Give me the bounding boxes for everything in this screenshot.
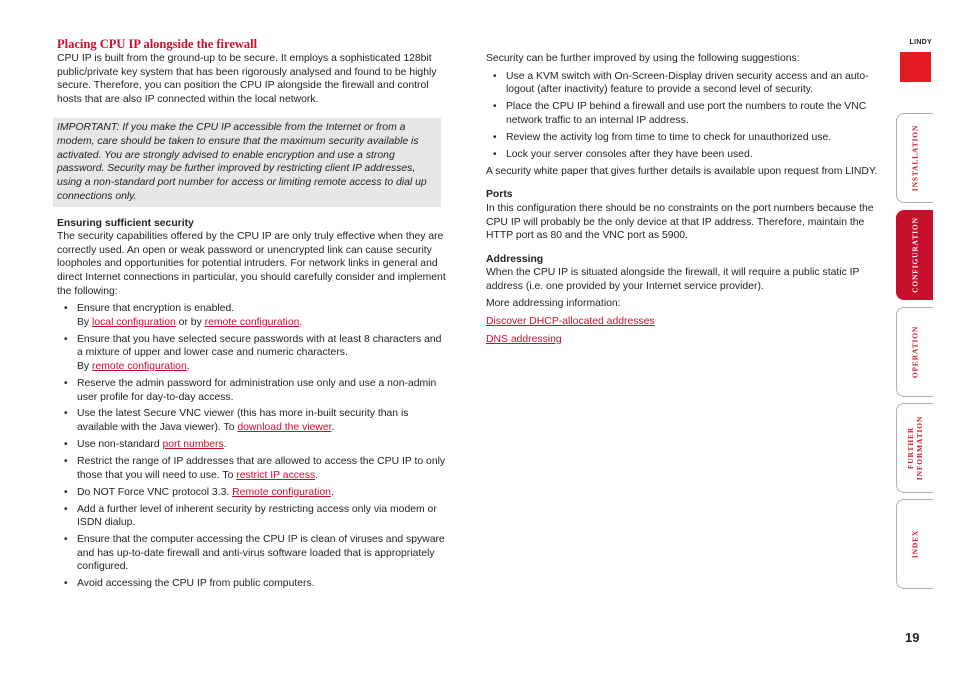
dns-addressing-link[interactable]: DNS addressing: [486, 333, 562, 345]
tab-label: INDEX: [910, 529, 920, 559]
addressing-text: When the CPU IP is situated alongside the firewall, it will require a public static IP address (i.e. one provided by your Internet service provider).: [486, 267, 860, 292]
list-item: • Restrict the range of IP addresses that are allowed to access the CPU IP to only those that you will need to use. To restrict IP access.: [57, 455, 449, 482]
right-column: [486, 52, 878, 346]
section-title: Placing CPU IP alongside the firewall: [57, 37, 258, 51]
download-viewer-link[interactable]: download the viewer: [237, 422, 332, 434]
list-item: • Reserve the admin password for administration use only and use a non-admin user profile for day-to-day access.: [57, 377, 449, 404]
list-item: • Ensure that you have selected secure passwords with at least 8 characters and a mixture of upper and lower case and numeric characters. By remote configuration.: [57, 333, 449, 374]
dhcp-link-row: [486, 315, 878, 329]
discover-dhcp-link[interactable]: Discover DHCP-allocated addresses: [486, 316, 655, 328]
remote-configuration-link[interactable]: Remote configuration: [232, 486, 331, 498]
addressing-heading: Addressing: [486, 253, 544, 265]
ports-text: In this configuration there should be no constraints on the port numbers because the CPU IP will probably be the only device at that IP address. Therefore, maintain the HTTP port as 80 and the VNC port as 5900.: [486, 202, 874, 242]
lindy-logo: [899, 39, 933, 83]
security-heading: Ensuring sufficient security: [57, 217, 194, 229]
tab-label: OPERATION: [910, 325, 920, 379]
tab-configuration[interactable]: [896, 210, 933, 300]
tab-installation[interactable]: [896, 113, 933, 203]
tab-operation[interactable]: [896, 307, 933, 397]
list-item: • Add a further level of inherent security by restricting access only via modem or ISDN dialup.: [57, 503, 449, 530]
tab-further-information[interactable]: [896, 403, 933, 493]
more-info-label: More addressing information:: [486, 298, 621, 310]
logo-red-block: [900, 52, 931, 82]
security-checklist: [57, 302, 449, 591]
ports-heading: Ports: [486, 189, 513, 201]
list-item: • Use the latest Secure VNC viewer (this has more in-built security than is available with the Java viewer). To download the viewer.: [57, 407, 449, 434]
whitepaper-note: A security white paper that gives further details is available upon request from LINDY.: [486, 165, 878, 177]
tab-label: FURTHER INFORMATION: [906, 415, 924, 481]
list-item: • Use non-standard port numbers.: [57, 438, 449, 452]
logo-wordmark: LINDY: [909, 39, 932, 46]
suggestions-list: [486, 70, 878, 162]
suggestions-intro: Security can be further improved by using the following suggestions:: [486, 53, 800, 64]
list-item: • Place the CPU IP behind a firewall and use port the numbers to route the VNC network traffic to an internal IP address.: [486, 100, 878, 127]
list-item: • Ensure that encryption is enabled. By local configuration or by remote configuration.: [57, 302, 449, 329]
page-number: 19: [905, 630, 920, 645]
tab-label: CONFIGURATION: [910, 217, 920, 293]
remote-configuration-link[interactable]: remote configuration: [204, 316, 300, 328]
port-numbers-link[interactable]: port numbers: [162, 439, 224, 451]
important-note: IMPORTANT: If you make the CPU IP accessible from the Internet or from a modem, care should be taken to ensure that the maximum security available is activated. You are strongly advised to enable encryption and use a strong password. Security may be further improved by restricting client IP addresses, using a non-standard port number for access or limiting remote access to dial up connections only.: [53, 118, 441, 206]
local-configuration-link[interactable]: local configuration: [92, 316, 176, 328]
tab-index[interactable]: [896, 499, 933, 589]
list-item: • Use a KVM switch with On-Screen-Display driven security access and an auto-logout (after inactivity) feature to provide a second level of security.: [486, 70, 878, 97]
left-column: [57, 36, 449, 594]
list-item: • Review the activity log from time to time to check for unauthorized use.: [486, 131, 878, 145]
tab-label: INSTALLATION: [910, 124, 920, 192]
list-item: • Lock your server consoles after they have been used.: [486, 148, 878, 162]
security-intro: The security capabilities offered by the CPU IP are only truly effective when they are correctly used. An open or weak password or unencrypted link can cause security loopholes and opportunities for potential intruders. For network links in general and direct Internet connections in particular, you should carefully consider and implement the following:: [57, 231, 446, 297]
intro-paragraph: CPU IP is built from the ground-up to be secure. It employs a sophisticated 128bit public/private key system that has been rigorously analysed and found to be highly secure. Therefore, you can position the CPU IP alongside the firewall and control hosts that are also IP connected within the local network.: [57, 53, 437, 105]
dns-link-row: [486, 333, 878, 347]
list-item: • Do NOT Force VNC protocol 3.3. Remote configuration.: [57, 486, 449, 500]
list-item: • Avoid accessing the CPU IP from public computers.: [57, 577, 449, 591]
restrict-ip-access-link[interactable]: restrict IP access: [236, 469, 316, 481]
list-item: • Ensure that the computer accessing the CPU IP is clean of viruses and spyware and has up-to-date firewall and anti-virus software loaded that is appropriately configured.: [57, 533, 449, 574]
remote-configuration-link[interactable]: remote configuration: [92, 360, 187, 372]
